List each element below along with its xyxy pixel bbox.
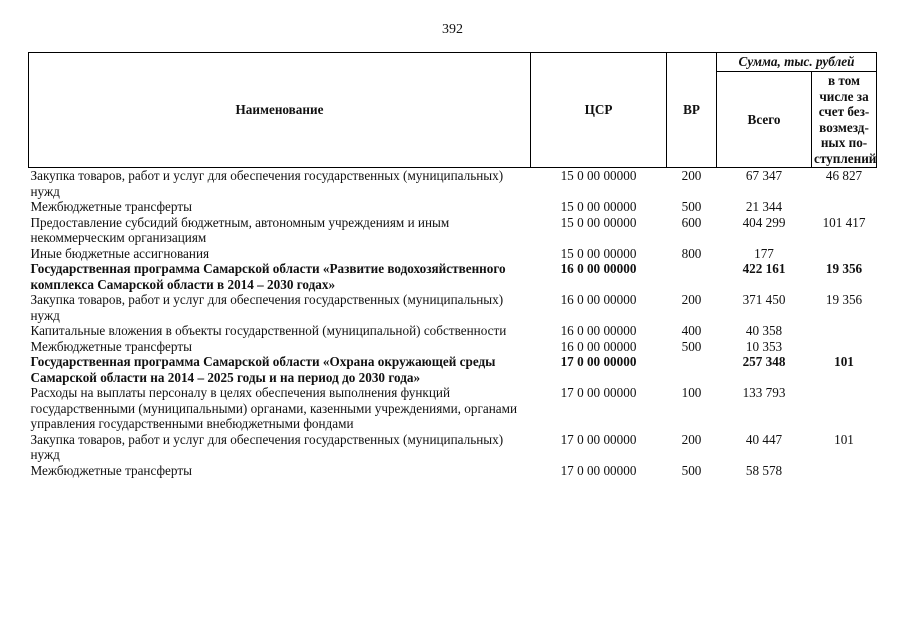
page-number: 392 [442,22,463,37]
table-row [29,323,877,339]
row-total: 58 578 [745,462,783,478]
row-total: 40 358 [745,323,783,338]
row-incl: 19 356 [825,292,863,307]
table-row [29,354,877,385]
row-name: Иные бюджетные ассигнования [30,245,210,261]
row-incl [812,385,877,432]
row-name: Межбюджетные трансферты [30,199,192,214]
row-vr: 500 [681,462,702,478]
table-header [29,53,877,168]
row-csr: 17 0 00 00000 [560,385,637,400]
row-total: 257 348 [742,354,786,369]
header-csr: ЦСР [531,53,667,168]
row-name: Капитальные вложения в объекты государственной (муниципальной) собственности [30,323,507,338]
row-total: 133 793 [742,385,786,400]
row-incl: 101 [834,354,854,369]
row-incl [812,246,877,262]
table-body [29,168,877,479]
row-name: Государственная программа Самарской области «Охрана окружающей среды Самарской области на 2014 – 2025 годы и на период до 2030 года» [30,354,496,385]
row-vr: 200 [681,168,702,183]
table-row [29,463,877,479]
row-csr: 15 0 00 00000 [560,168,637,183]
budget-table [28,52,877,478]
row-total: 422 161 [742,261,786,276]
header-vr: ВР [667,53,717,168]
row-vr: 800 [681,245,702,261]
row-incl: 19 356 [825,261,863,276]
table-row [29,215,877,246]
table-row [29,292,877,323]
row-name: Межбюджетные трансферты [30,462,192,478]
row-vr [667,261,717,292]
row-incl [812,463,877,479]
row-total: 10 353 [745,338,783,354]
row-csr: 17 0 00 00000 [560,462,637,478]
table-row [29,385,877,432]
row-name: Государственная программа Самарской области «Развитие водохозяйственного комплекса Самарской области в 2014 – 2030 годах» [30,261,506,292]
row-csr: 16 0 00 00000 [560,292,637,307]
row-total: 40 447 [745,431,783,447]
row-name: Закупка товаров, работ и услуг для обеспечения государственных (муниципальных) нужд [30,431,504,462]
row-name: Закупка товаров, работ и услуг для обеспечения государственных (муниципальных) нужд [30,292,504,323]
table-row [29,432,877,463]
table-row [29,199,877,215]
header-incl: в том числе за счет без-возмезд-ных по-ступлений [812,72,877,168]
row-total: 371 450 [742,292,786,307]
table-row [29,168,877,200]
table-row [29,246,877,262]
row-vr: 500 [681,199,702,214]
row-name: Закупка товаров, работ и услуг для обеспечения государственных (муниципальных) нужд [30,168,504,199]
row-incl [812,323,877,339]
row-name: Предоставление субсидий бюджетным, автономным учреждениям и иным некоммерческим организациям [30,214,450,245]
row-incl: 101 [834,431,854,447]
table-row [29,339,877,355]
row-csr: 15 0 00 00000 [560,199,637,214]
table-row [29,261,877,292]
row-vr: 200 [681,292,702,307]
row-vr: 500 [681,338,702,354]
row-vr: 100 [681,385,702,400]
row-incl: 46 827 [825,168,863,183]
row-vr [667,354,717,385]
row-csr: 16 0 00 00000 [560,261,637,276]
header-total: Всего [717,72,812,168]
row-csr: 16 0 00 00000 [560,323,637,338]
row-name: Расходы на выплаты персоналу в целях обеспечения выполнения функций государственными (муниципальными) органами, казенными учреждениями, органами управления государственными внебюджетными фондами [30,385,518,431]
row-total: 177 [754,245,774,261]
row-vr: 400 [681,323,702,338]
header-name: Наименование [29,53,531,168]
row-incl [812,199,877,215]
row-csr: 16 0 00 00000 [560,338,637,354]
row-vr: 200 [681,431,702,447]
row-total: 67 347 [745,168,783,183]
row-total: 21 344 [745,199,783,214]
row-vr: 600 [681,214,702,230]
row-total: 404 299 [742,214,786,230]
row-csr: 15 0 00 00000 [560,214,637,230]
row-name: Межбюджетные трансферты [30,338,192,354]
row-incl [812,339,877,355]
row-incl: 101 417 [822,214,866,230]
row-csr: 15 0 00 00000 [560,245,637,261]
header-sum: Сумма, тыс. рублей [717,53,877,72]
row-csr: 17 0 00 00000 [560,354,637,369]
row-csr: 17 0 00 00000 [560,431,637,447]
